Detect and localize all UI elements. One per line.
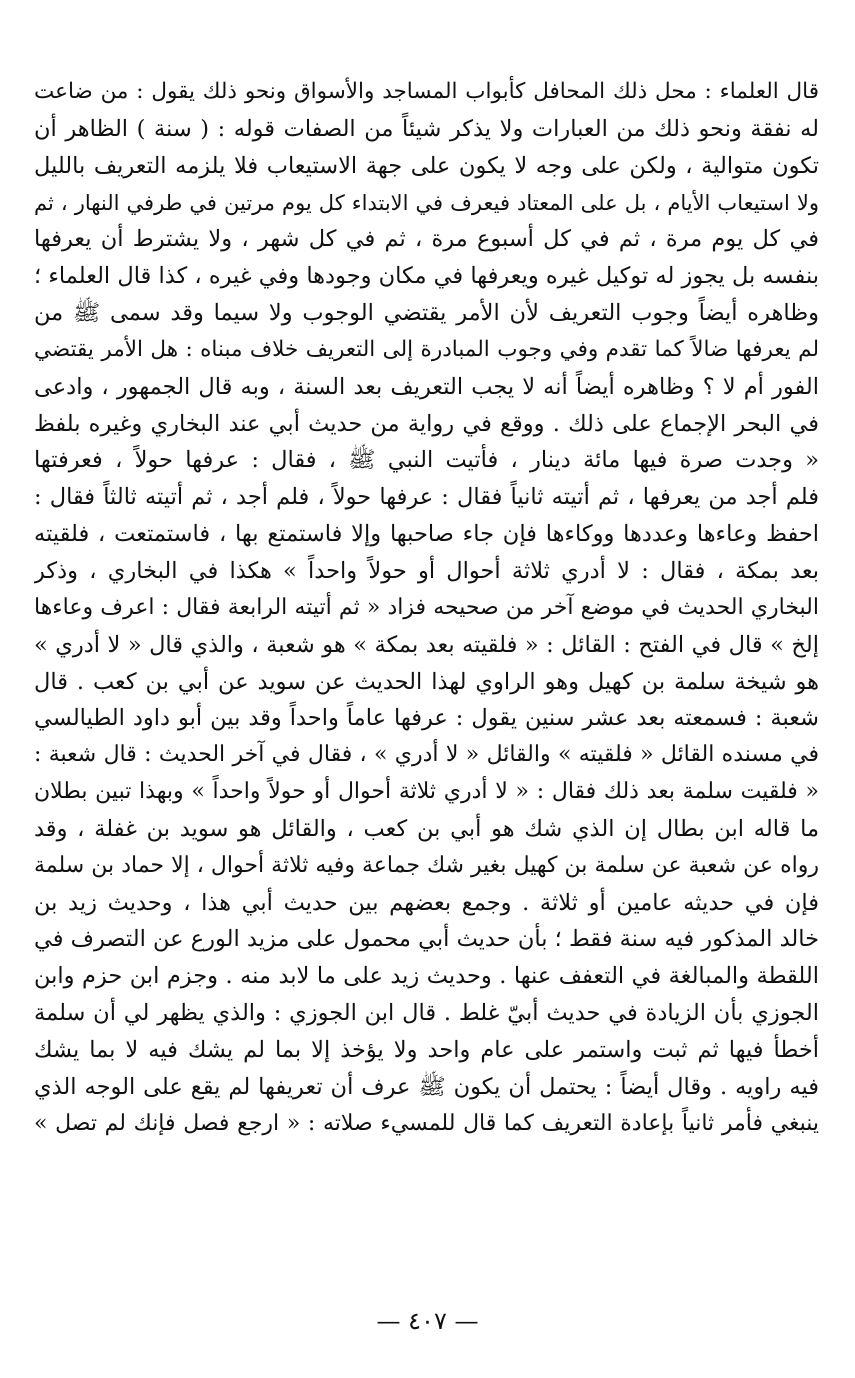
text-line: فيه راويه . وقال أيضاً : يحتمل أن يكون ﷺ عرف أن تعريفها لم يقع على الوجه الذي: [34, 1073, 819, 1100]
body-text: [34, 74, 819, 1142]
text-line: لم يعرفها ضالاً كما تقدم وفي وجوب المبادرة إلى التعريف خلاف مبناه : هل الأمر يقتضي: [34, 336, 819, 362]
text-line: في البحر الإجماع على ذلك . ووقع في رواية من حديث أبي عند البخاري وغيره بلفظ: [34, 410, 819, 437]
text-line: الجوزي بأن الزيادة في حديث أبيّ غلط . قال ابن الجوزي : والذي يظهر لي أن سلمة: [34, 1000, 819, 1027]
text-line: بعد بمكة ، فقال : لا أدري ثلاثة أحوال أو حولاً واحداً » هكذا في البخاري ، وذكر: [34, 557, 819, 584]
text-line: خالد المذكور فيه سنة فقط ؛ بأن حديث أبي محمول على مزيد الورع عن التصرف في: [34, 926, 819, 953]
text-line: قال العلماء : محل ذلك المحافل كأبواب المساجد والأسواق ونحو ذلك يقول : من ضاعت: [34, 79, 819, 104]
text-line: اللقطة والمبالغة في التعفف عنها . وحديث زيد على ما لابد منه . وجزم ابن حزم وابن: [34, 963, 819, 990]
text-line: بنفسه بل يجوز له توكيل غيره ويعرفها في مكان وجودها وفي غيره ، كذا قال العلماء ؛: [34, 263, 819, 290]
text-line: ما قاله ابن بطال إن الذي شك هو أبي بن كعب ، والقائل هو سويد بن غفلة ، وقد: [34, 815, 819, 842]
text-line: إلخ » قال في الفتح : القائل : « فلقيته بعد بمكة » هو شعبة ، والذي قال « لا أدري »: [34, 631, 819, 658]
text-line: احفظ وعاءها وعددها ووكاءها فإن جاء صاحبها وإلا فاستمتع بها ، فاستمتعت ، فلقيته: [34, 521, 819, 548]
text-line: له نفقة ونحو ذلك من العبارات ولا يذكر شيئاً من الصفات قوله : ( سنة ) الظاهر أن: [34, 115, 819, 142]
text-line: « وجدت صرة فيها مائة دينار ، فأتيت النبي ﷺ ، فقال : عرفها حولاً ، فعرفتها: [34, 447, 819, 474]
text-line: الفور أم لا ؟ وظاهره أيضاً أنه لا يجب التعريف بعد السنة ، وبه قال الجمهور ، وادعى: [34, 373, 819, 400]
text-line: ينبغي فأمر ثانياً بإعادة التعريف كما قال للمسيء صلاته : « ارجع فصل فإنك لم تصل »: [34, 1110, 819, 1136]
text-line: فلم أجد من يعرفها ، ثم أتيته ثانياً فقال : عرفها حولاً ، فلم أجد ، ثم أتيته ثالثاً فقال :: [34, 484, 819, 511]
text-line: تكون متوالية ، ولكن على وجه لا يكون على جهة الاستيعاب فلا يلزمه التعريف بالليل: [34, 152, 819, 179]
text-line: البخاري الحديث في موضع آخر من صحيحه فزاد « ثم أتيته الرابعة فقال : اعرف وعاءها: [34, 594, 819, 620]
text-line: فإن في حديثه عامين أو ثلاثة . وجمع بعضهم بين حديث أبي هذا ، وحديث زيد بن: [34, 889, 819, 916]
text-line: وظاهره أيضاً وجوب التعريف لأن الأمر يقتضي الوجوب ولا سيما وقد سمى ﷺ من: [34, 300, 819, 327]
text-line: أخطأ فيها ثم ثبت واستمر على عام واحد ولا يؤخذ إلا بما لم يشك فيه لا بما يشك: [34, 1036, 819, 1063]
text-line: في مسنده القائل « فلقيته » والقائل « لا أدري » ، فقال في آخر الحديث : قال شعبة :: [34, 742, 819, 768]
text-line: شعبة : فسمعته بعد عشر سنين يقول : عرفها عاماً واحداً وقد بين أبو داود الطيالسي: [34, 705, 819, 732]
text-line: في كل يوم مرة ، ثم في كل أسبوع مرة ، ثم في كل شهر ، ولا يشترط أن يعرفها: [34, 226, 819, 253]
page-number: — ٤٠٧ —: [376, 1307, 479, 1335]
text-line: ولا استيعاب الأيام ، بل على المعتاد فيعرف في الابتداء كل يوم مرتين في طرفي النهار ، ثم: [34, 190, 819, 215]
text-line: رواه عن شعبة عن سلمة بن كهيل بغير شك جماعة وفيه ثلاثة أحوال ، إلا حماد بن سلمة: [34, 852, 819, 878]
text-line: هو شيخة سلمة بن كهيل وهو الراوي لهذا الحديث عن سويد عن أبي بن كعب . قال: [34, 668, 819, 695]
text-line: « فلقيت سلمة بعد ذلك فقال : « لا أدري ثلاثة أحوال أو حولاً واحداً » وبهذا تبين بطلان: [34, 779, 819, 805]
